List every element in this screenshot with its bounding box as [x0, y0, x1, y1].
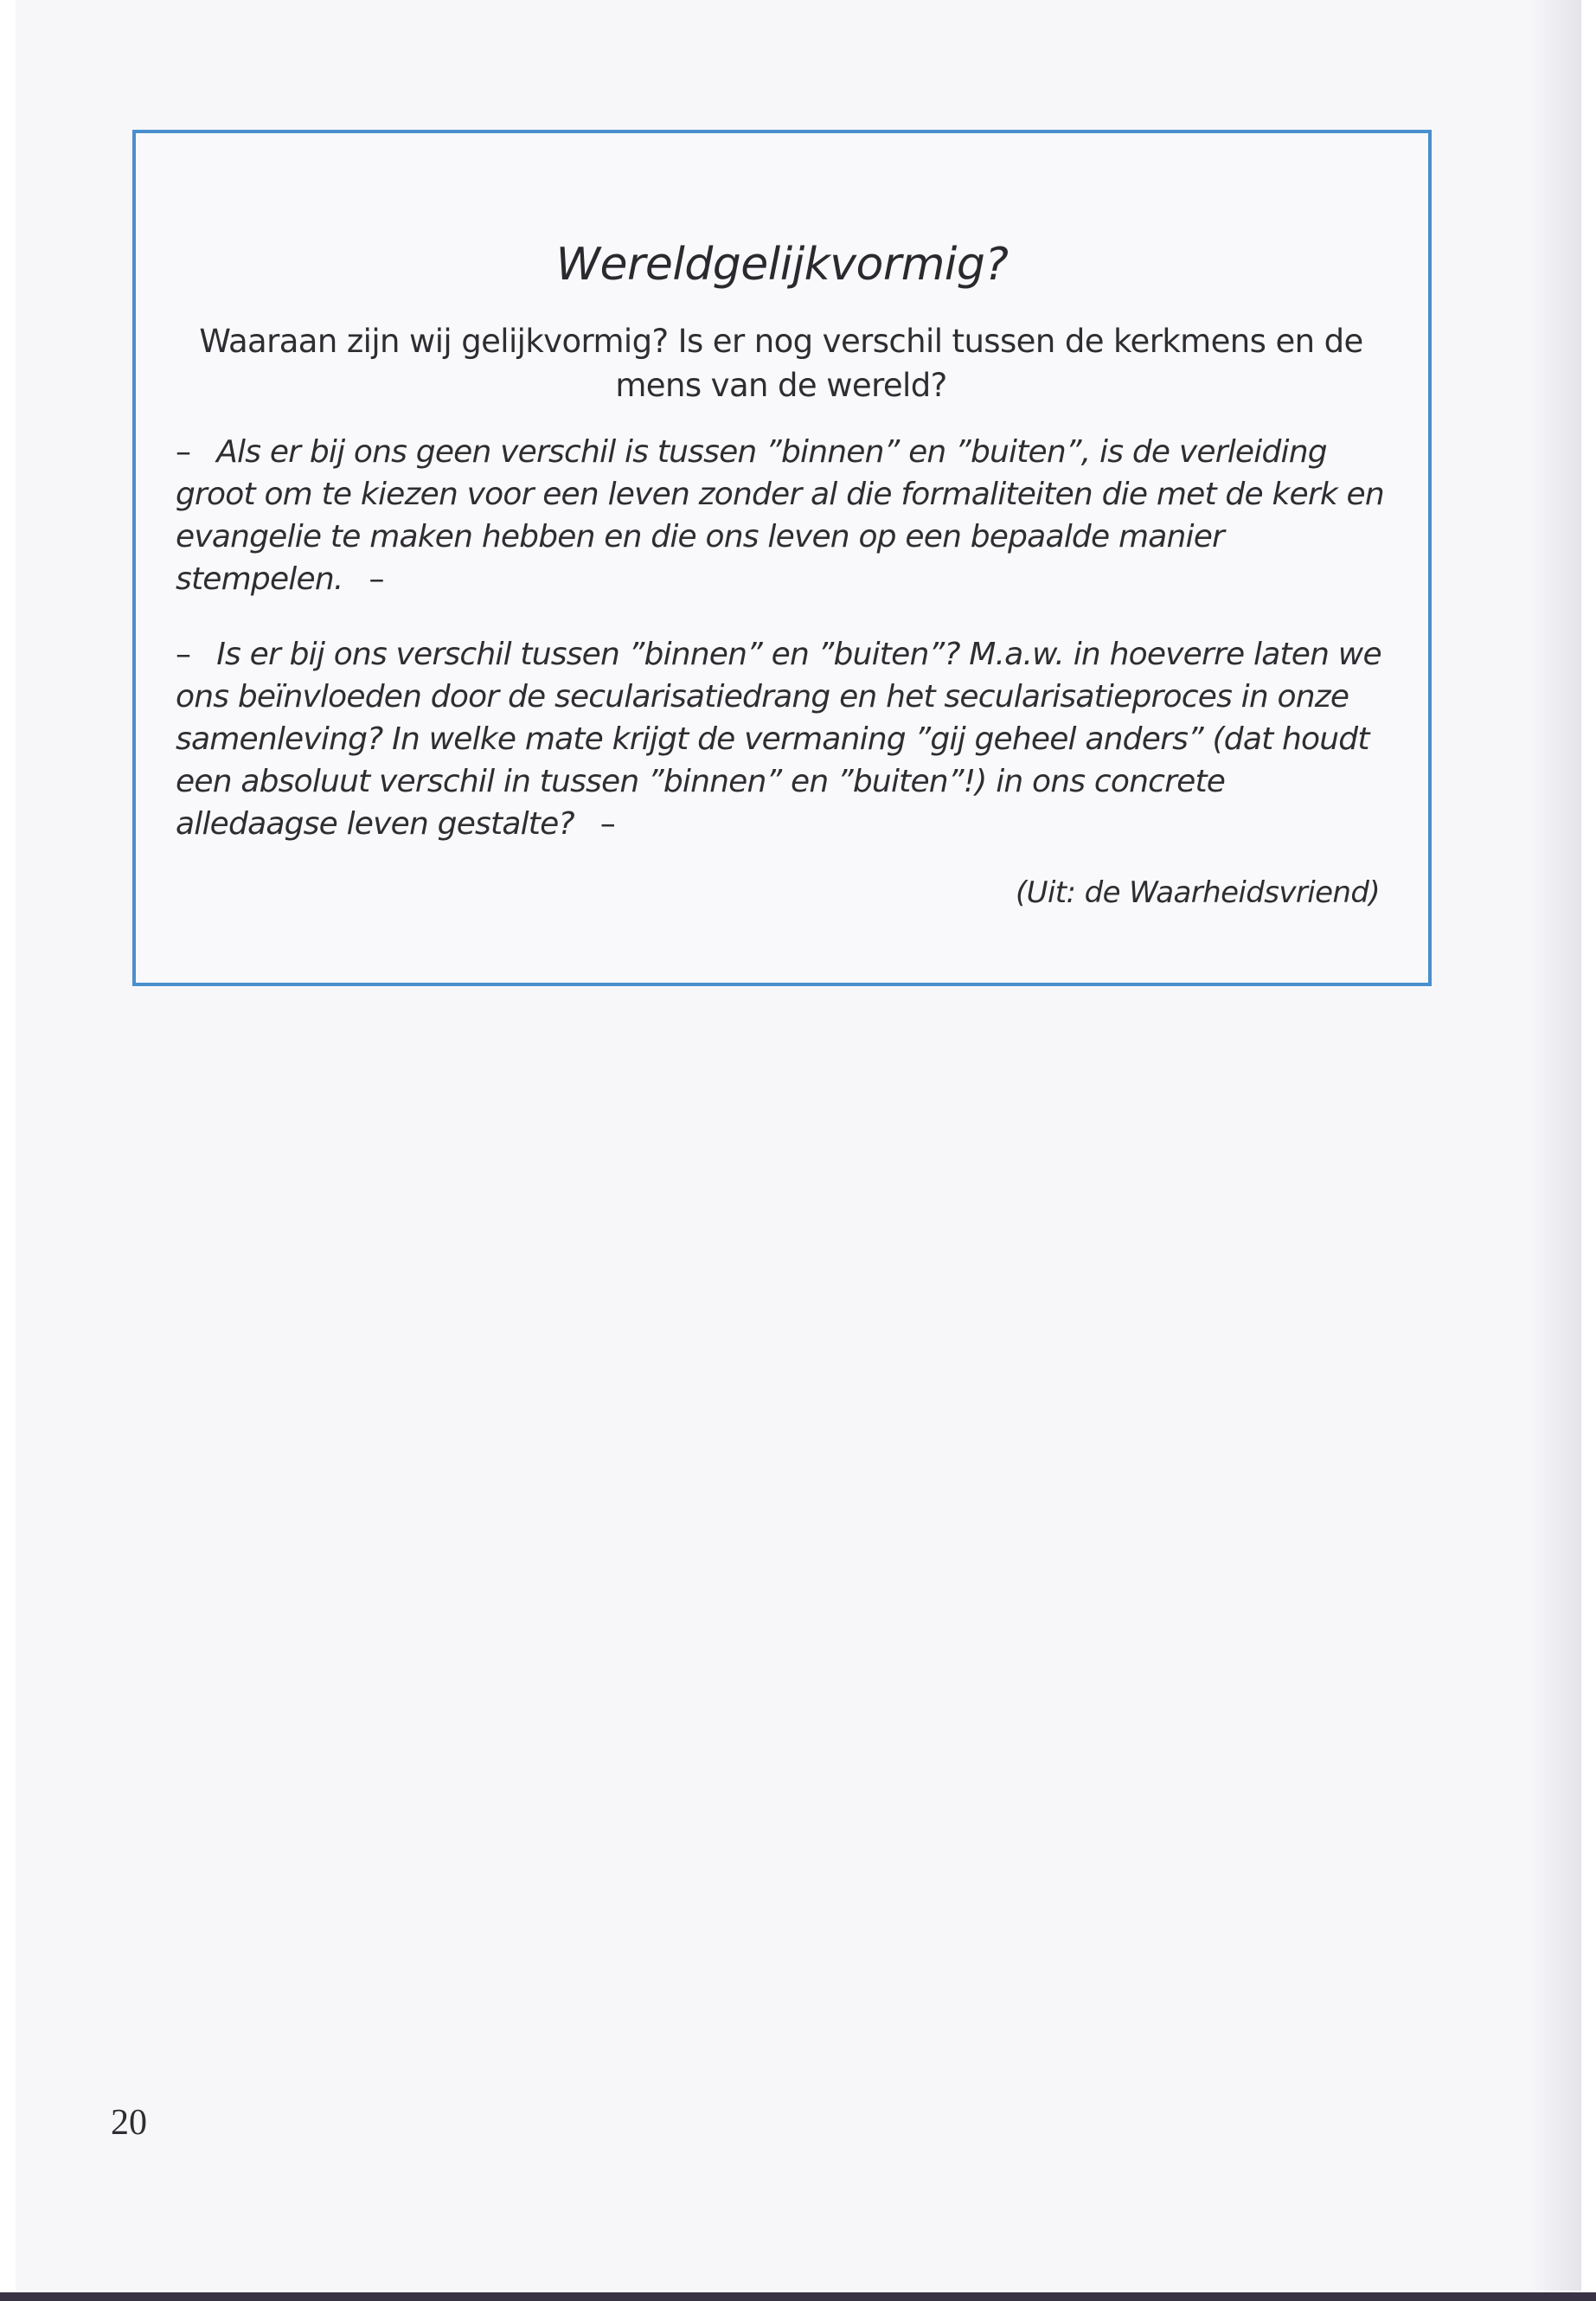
- quote-box: [132, 130, 1432, 986]
- paragraph-text: Als er bij ons geen verschil is tussen ”binnen” en ”buiten”, is de verleiding groot om te kiezen voor een leven zonder al die formaliteiten die met de kerk en evangelie te maken hebben en die ons leven op een bepaalde manier stempelen.: [176, 434, 1384, 597]
- paragraph-trailing-dash: –: [369, 561, 384, 597]
- page-shadow: [1529, 0, 1581, 2291]
- box-title: Wereldgelijkvormig?: [555, 239, 1009, 291]
- paragraph-dash: –: [176, 434, 191, 470]
- page-bottom-edge: [0, 2292, 1596, 2301]
- paragraph-text: Is er bij ons verschil tussen ”binnen” en ”buiten”? M.a.w. in hoeverre laten we ons beïnvloeden door de secularisatiedrang en het secularisatieproces in onze samenleving? In welke mate krijgt de vermaning ”gij geheel anders” (dat houdt een absoluut verschil in tussen ”binnen” en ”buiten”!) in ons concrete alledaagse leven gestalte?: [176, 637, 1381, 842]
- box-intro: Waaraan zijn wij gelijkvormig? Is er nog verschil tussen de kerkmens en de mens van de wereld?: [199, 323, 1363, 404]
- box-paragraph: [176, 633, 1395, 845]
- paragraph-dash: –: [176, 637, 191, 672]
- paragraph-trailing-dash: –: [599, 806, 615, 842]
- source-citation: (Uit: de Waarheidsvriend): [1016, 875, 1380, 910]
- box-paragraph: [176, 431, 1395, 600]
- page-number: 20: [111, 2103, 147, 2143]
